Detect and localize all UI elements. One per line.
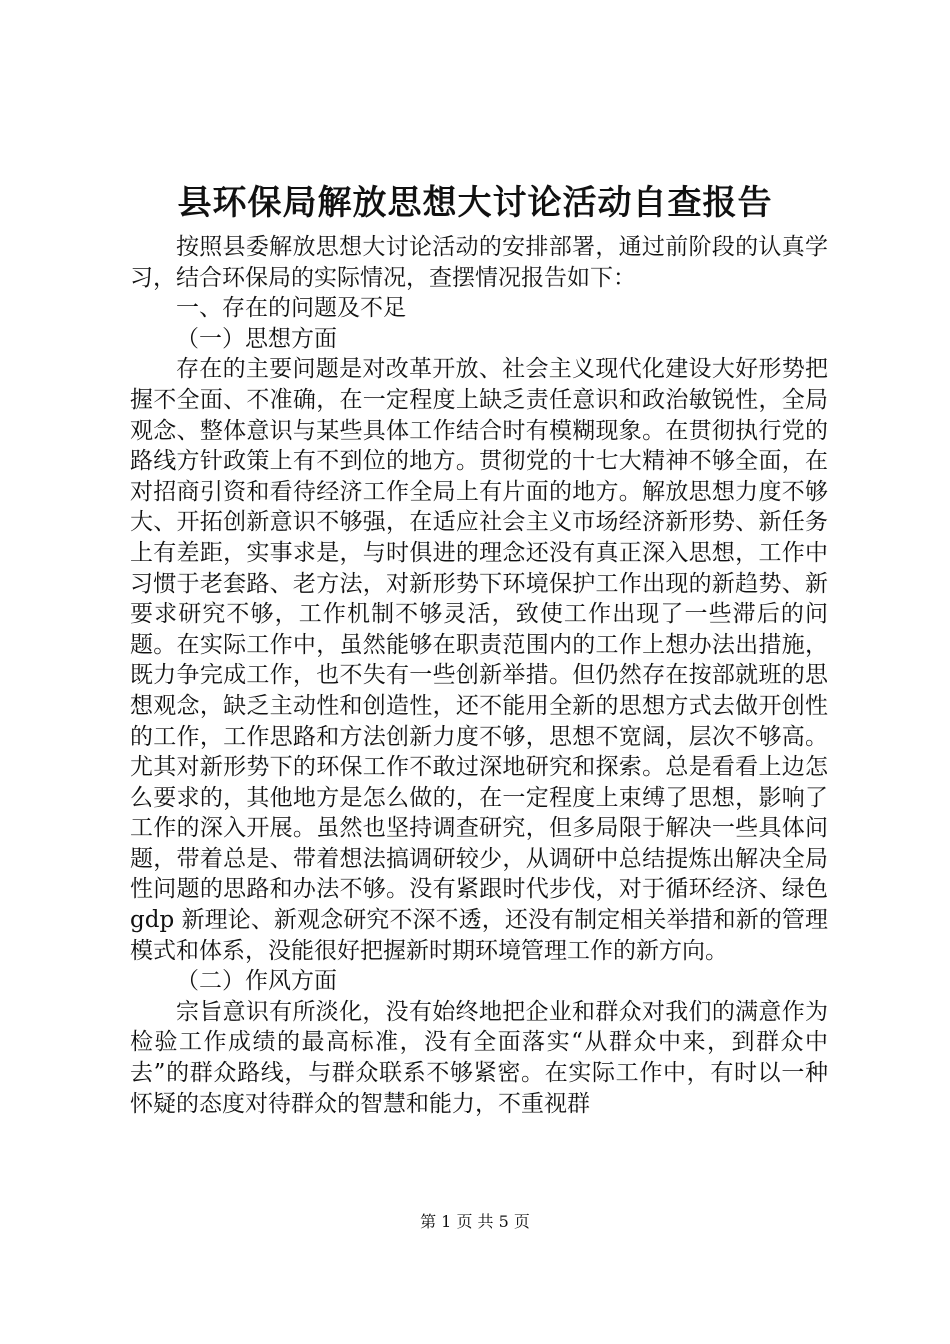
style-paragraph: 宗旨意识有所淡化，没有始终地把企业和群众对我们的满意作为检验工作成绩的最高标准，没有全面落实“从群众中来，到群众中去”的群众路线，与群众联系不够紧密。在实际工作中，有时以一种怀疑的态度对待群众的智慧和能力，不重视群 (130, 998, 828, 1117)
page-number-footer: 第 1 页 共 5 页 (420, 1212, 530, 1231)
document-body (130, 232, 828, 1119)
thinking-paragraph: 存在的主要问题是对改革开放、社会主义现代化建设大好形势把握不全面、不准确，在一定程度上缺乏责任意识和政治敏锐性，全局观念、整体意识与某些具体工作结合时有模糊现象。在贯彻执行党的路线方针政策上有不到位的地方。贯彻党的十七大精神不够全面，在对招商引资和看待经济工作全局上有片面的地方。解放思想力度不够大、开拓创新意识不够强，在适应社会主义市场经济新形势、新任务上有差距，实事求是，与时俱进的理念还没有真正深入思想，工作中习惯于老套路、老方法，对新形势下环境保护工作出现的新趋势、新要求研究不够，工作机制不够灵活，致使工作出现了一些滞后的问题。在实际工作中，虽然能够在职责范围内的工作上想办法出措施，既力争完成工作，也不失有一些创新举措。但仍然存在按部就班的思想观念，缺乏主动性和创造性，还不能用全新的思想方式去做开创性的工作，工作思路和方法创新力度不够，思想不宽阔，层次不够高。尤其对新形势下的环保工作不敢过深地研究和探索。总是看看上边怎么要求的，其他地方是怎么做的，在一定程度上束缚了思想，影响了工作的深入开展。虽然也坚持调查研究，但多局限于解决一些具体问题，带着总是、带着想法搞调研较少，从调研中总结提炼出解决全局性问题的思路和办法不够。没有紧跟时代步伐，对于循环经济、绿色 gdp 新理论、新观念研究不深不透，还没有制定相关举措和新的管理模式和体系，没能很好把握新时期环境管理工作的新方向。 (130, 356, 828, 964)
section-heading-problems: 一、存在的问题及不足 (176, 295, 406, 322)
document-title: 县环保局解放思想大讨论活动自查报告 (177, 183, 773, 223)
subsection-heading-thinking: （一）思想方面 (176, 325, 337, 352)
subsection-heading-style: （二）作风方面 (176, 968, 337, 995)
intro-paragraph: 按照县委解放思想大讨论活动的安排部署，通过前阶段的认真学习，结合环保局的实际情况，查摆情况报告如下： (130, 234, 828, 291)
